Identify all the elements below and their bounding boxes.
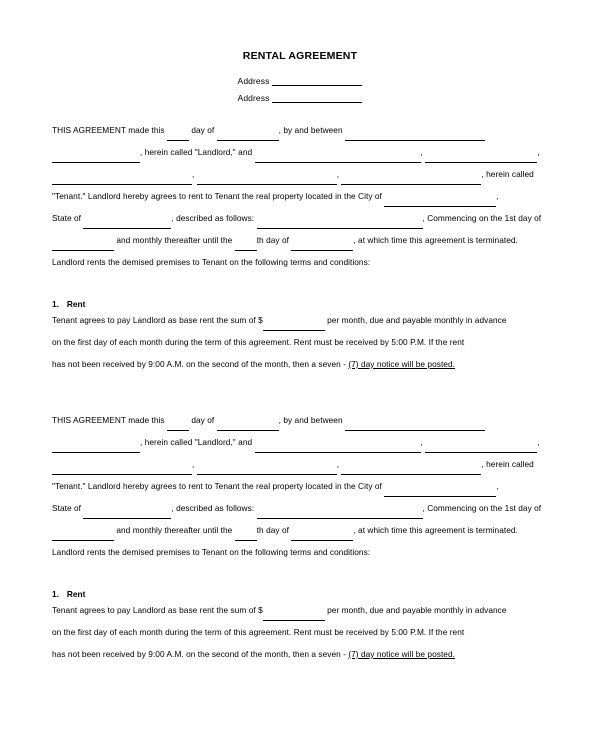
blank-start-month[interactable] — [52, 241, 114, 251]
text-fragment: , — [537, 437, 540, 447]
text-fragment: , — [192, 169, 195, 179]
blank-end-day[interactable] — [235, 241, 257, 251]
blank-party[interactable] — [345, 421, 485, 431]
blank-landlord-name[interactable] — [52, 153, 140, 163]
blank-description[interactable] — [257, 509, 423, 519]
text-fragment: day of — [188, 415, 217, 425]
blank-end-month[interactable] — [291, 531, 353, 541]
agreement-section-1 — [52, 119, 548, 375]
address-line-1 — [28, 76, 572, 86]
text-fragment: "Tenant." Landlord hereby agrees to rent to Tenant the real property located in the City of — [52, 481, 385, 491]
agreement-section-2 — [52, 409, 548, 665]
address-label-1: Address — [237, 76, 270, 86]
blank-extra-4[interactable] — [341, 175, 481, 185]
text-fragment: , described as follows: — [171, 213, 257, 223]
agreement-line-3 — [52, 453, 548, 475]
agreement-line-7: Landlord rents the demised premises to Tenant on the following terms and conditions: — [52, 547, 371, 557]
blank-extra-4[interactable] — [341, 465, 481, 475]
rent-line-2: on the first day of each month during the term of this agreement. Rent must be received by 5:00 P.M. If the rent — [52, 627, 465, 637]
agreement-line-1 — [52, 409, 548, 431]
text-fragment: has not been received by 9:00 A.M. on the second of the month, then a seven - — [52, 359, 349, 369]
section-spacer — [28, 375, 572, 409]
blank-day[interactable] — [167, 131, 189, 141]
agreement-line-5 — [52, 497, 548, 519]
text-fragment: , herein called — [481, 459, 534, 469]
blank-landlord-name[interactable] — [52, 443, 140, 453]
agreement-line-5 — [52, 207, 548, 229]
agreement-line-4 — [52, 475, 548, 497]
blank-month[interactable] — [217, 131, 279, 141]
blank-state[interactable] — [83, 509, 171, 519]
rent-line-2: on the first day of each month during the term of this agreement. Rent must be received by 5:00 P.M. If the rent — [52, 337, 465, 347]
text-fragment: , — [192, 459, 195, 469]
text-fragment: , — [420, 147, 423, 157]
text-fragment: THIS AGREEMENT made this — [52, 125, 167, 135]
blank-city[interactable] — [384, 487, 496, 497]
blank-city[interactable] — [384, 197, 496, 207]
blank-extra-1[interactable] — [425, 153, 537, 163]
rent-notice-text: (7) day notice will be posted. — [348, 359, 455, 369]
agreement-line-4 — [52, 185, 548, 207]
section-label: Rent — [66, 589, 86, 599]
text-fragment: per month, due and payable monthly in advance — [324, 605, 507, 615]
text-fragment: th day of — [256, 235, 292, 245]
text-fragment: , herein called — [481, 169, 534, 179]
rent-line-1 — [52, 599, 548, 621]
blank-tenant-name[interactable] — [255, 153, 421, 163]
blank-tenant-name[interactable] — [255, 443, 421, 453]
rent-line-3 — [52, 643, 548, 665]
text-fragment: , — [496, 481, 499, 491]
blank-extra-3[interactable] — [197, 175, 337, 185]
text-fragment: , by and between — [278, 125, 345, 135]
text-fragment: Tenant agrees to pay Landlord as base rent the sum of $ — [52, 315, 263, 325]
text-fragment: , herein called "Landlord," and — [140, 437, 255, 447]
text-fragment: has not been received by 9:00 A.M. on the second of the month, then a seven - — [52, 649, 349, 659]
agreement-line-3 — [52, 163, 548, 185]
text-fragment: , — [537, 147, 540, 157]
agreement-line-2 — [52, 431, 548, 453]
section-number: 1. — [52, 299, 59, 309]
page-title: RENTAL AGREEMENT — [242, 50, 358, 62]
blank-description[interactable] — [257, 219, 423, 229]
text-fragment: , Commencing on the 1st day of — [422, 213, 542, 223]
text-fragment: and monthly thereafter until the — [114, 235, 235, 245]
blank-extra-2[interactable] — [52, 465, 192, 475]
blank-end-month[interactable] — [291, 241, 353, 251]
text-fragment: , — [336, 459, 340, 469]
address-line-2 — [28, 93, 572, 103]
blank-extra-3[interactable] — [197, 465, 337, 475]
rent-line-3 — [52, 353, 548, 375]
address-blank-2[interactable] — [272, 93, 362, 103]
blank-start-month[interactable] — [52, 531, 114, 541]
text-fragment: , at which time this agreement is terminated. — [353, 235, 518, 245]
rent-line-1 — [52, 309, 548, 331]
blank-extra-2[interactable] — [52, 175, 192, 185]
text-fragment: , herein called "Landlord," and — [140, 147, 255, 157]
section-heading-rent-1 — [52, 299, 548, 309]
blank-state[interactable] — [83, 219, 171, 229]
agreement-line-6 — [52, 519, 548, 541]
blank-party[interactable] — [345, 131, 485, 141]
blank-day[interactable] — [167, 421, 189, 431]
section-heading-rent-2 — [52, 589, 548, 599]
text-fragment: and monthly thereafter until the — [114, 525, 235, 535]
text-fragment: per month, due and payable monthly in advance — [324, 315, 507, 325]
agreement-line-6 — [52, 229, 548, 251]
agreement-line-2 — [52, 141, 548, 163]
text-fragment: , — [496, 191, 499, 201]
text-fragment: , — [420, 437, 423, 447]
text-fragment: "Tenant." Landlord hereby agrees to rent to Tenant the real property located in the City of — [52, 191, 385, 201]
blank-rent-amount[interactable] — [263, 321, 325, 331]
text-fragment: State of — [52, 213, 84, 223]
address-blank-1[interactable] — [272, 76, 362, 86]
rent-notice-text: (7) day notice will be posted. — [348, 649, 455, 659]
address-label-2: Address — [237, 93, 270, 103]
agreement-line-1 — [52, 119, 548, 141]
blank-month[interactable] — [217, 421, 279, 431]
blank-rent-amount[interactable] — [263, 611, 325, 621]
blank-end-day[interactable] — [235, 531, 257, 541]
text-fragment: , at which time this agreement is terminated. — [353, 525, 518, 535]
text-fragment: , Commencing on the 1st day of — [422, 503, 542, 513]
text-fragment: THIS AGREEMENT made this — [52, 415, 167, 425]
text-fragment: , — [336, 169, 340, 179]
text-fragment: State of — [52, 503, 84, 513]
blank-extra-1[interactable] — [425, 443, 537, 453]
text-fragment: Tenant agrees to pay Landlord as base rent the sum of $ — [52, 605, 263, 615]
text-fragment: day of — [188, 125, 217, 135]
text-fragment: th day of — [256, 525, 292, 535]
section-number: 1. — [52, 589, 59, 599]
agreement-line-7: Landlord rents the demised premises to Tenant on the following terms and conditions: — [52, 257, 371, 267]
section-label: Rent — [66, 299, 86, 309]
text-fragment: , by and between — [278, 415, 345, 425]
text-fragment: , described as follows: — [171, 503, 257, 513]
